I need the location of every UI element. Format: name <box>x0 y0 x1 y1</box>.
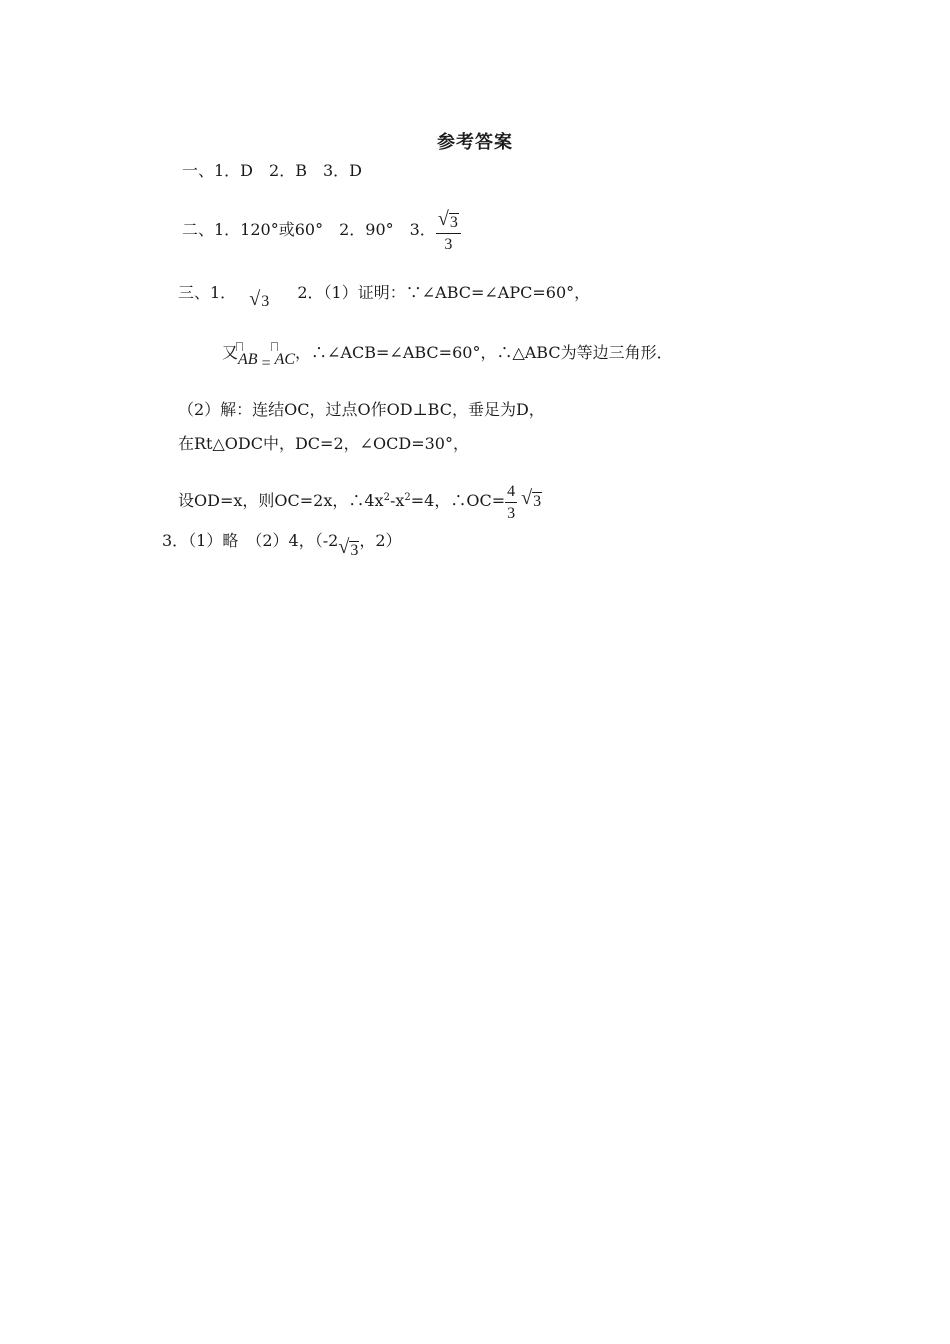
section-1-text: 一、1．D 2．B 3．D <box>182 161 362 180</box>
conclusion-text: ，∴∠ACB=∠ABC=60°，∴△ABC为等边三角形． <box>295 343 673 362</box>
denominator: 3 <box>444 236 453 253</box>
arc-ab-label: AB <box>238 351 258 368</box>
radicand: 3 <box>350 542 359 559</box>
again-word: 又 <box>222 343 239 362</box>
radicand: 3 <box>533 493 542 510</box>
sqrt-expression: √ 3 <box>437 208 458 231</box>
numerator: 4 <box>505 484 517 503</box>
section-2-text: 二、1．120°或60° 2．90° 3． <box>182 220 436 239</box>
exponent: 2 <box>383 492 390 503</box>
fraction-4-over-3 <box>505 484 517 522</box>
sqrt-expression: √ 3 <box>249 288 270 310</box>
answer-section-3-line-1 <box>178 283 591 310</box>
part2-line-3-b: -x <box>389 491 405 510</box>
equals-sign: = <box>257 355 275 372</box>
section-4-prefix: 3．（1）略 （2）4，（-2 <box>162 531 339 550</box>
part2-line-3 <box>178 484 542 522</box>
proof-intro: 2．（1）证明：∵∠ABC=∠APC=60°， <box>297 283 591 302</box>
section-4-suffix: ，2） <box>359 531 402 550</box>
part2-line-3-a: 设OD=x，则OC=2x，∴4x <box>178 491 384 510</box>
exponent: 2 <box>404 492 411 503</box>
section-3-prefix: 三、1． <box>178 283 237 302</box>
fraction-sqrt3-over-3 <box>436 208 461 253</box>
sqrt-expression: √ 3 <box>338 536 359 559</box>
sqrt-expression: √ 3 <box>521 487 542 510</box>
radicand: 3 <box>261 293 270 310</box>
answer-section-1 <box>182 163 362 179</box>
answer-section-2 <box>182 208 461 253</box>
part2-line-1 <box>178 402 545 418</box>
page-title: 参考答案 <box>437 132 513 153</box>
answer-section-4 <box>162 531 402 559</box>
radicand: 3 <box>449 214 458 231</box>
denominator: 3 <box>507 505 516 522</box>
part2-line-2-text: 在Rt△ODC中，DC=2，∠OCD=30°， <box>178 434 469 453</box>
arc-ac-label: AC <box>274 351 296 368</box>
part2-line-2 <box>178 436 469 452</box>
answer-section-3-line-2 <box>222 343 673 372</box>
arc-ac <box>275 344 295 368</box>
part2-line-3-c: =4，∴OC= <box>410 491 506 510</box>
part2-line-1-text: （2）解：连结OC，过点O作OD⊥BC，垂足为D， <box>178 400 545 419</box>
arc-ab <box>238 344 258 368</box>
